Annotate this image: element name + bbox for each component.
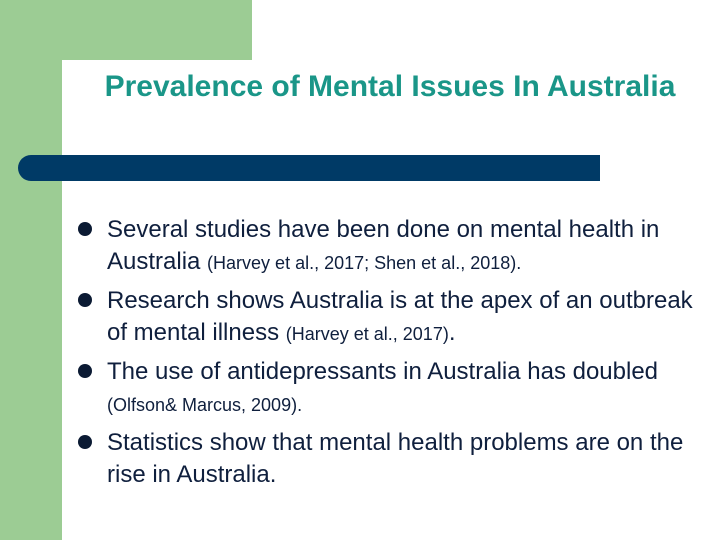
bullet-dot-icon	[78, 293, 92, 307]
left-green-bar	[0, 0, 62, 540]
bullet-citation: (Harvey et al., 2017)	[285, 324, 449, 344]
bullet-citation: (Olfson& Marcus, 2009).	[107, 395, 303, 415]
bullet-text: Statistics show that mental health problems are on the rise in Australia.	[107, 429, 684, 488]
bullet-dot-icon	[78, 364, 92, 378]
bullet-dot-icon	[78, 222, 92, 236]
bullet-item	[76, 214, 706, 278]
bullet-text: Several studies have been done on mental health in Australia	[107, 216, 660, 275]
top-green-block	[0, 0, 252, 60]
bullet-citation: (Harvey et al., 2017; Shen et al., 2018).	[207, 253, 522, 273]
slide-title: Prevalence of Mental Issues In Australia	[104, 70, 676, 103]
title-divider-bar	[18, 155, 600, 181]
bullet-list	[76, 214, 706, 498]
bullet-item	[76, 356, 706, 420]
bullet-text: Research shows Australia is at the apex of an outbreak of mental illness	[107, 287, 693, 346]
bullet-dot-icon	[78, 435, 92, 449]
bullet-item	[76, 285, 706, 349]
bullet-tail: .	[448, 319, 456, 346]
bullet-item	[76, 427, 706, 491]
bullet-text: The use of antidepressants in Australia has doubled	[107, 358, 659, 385]
